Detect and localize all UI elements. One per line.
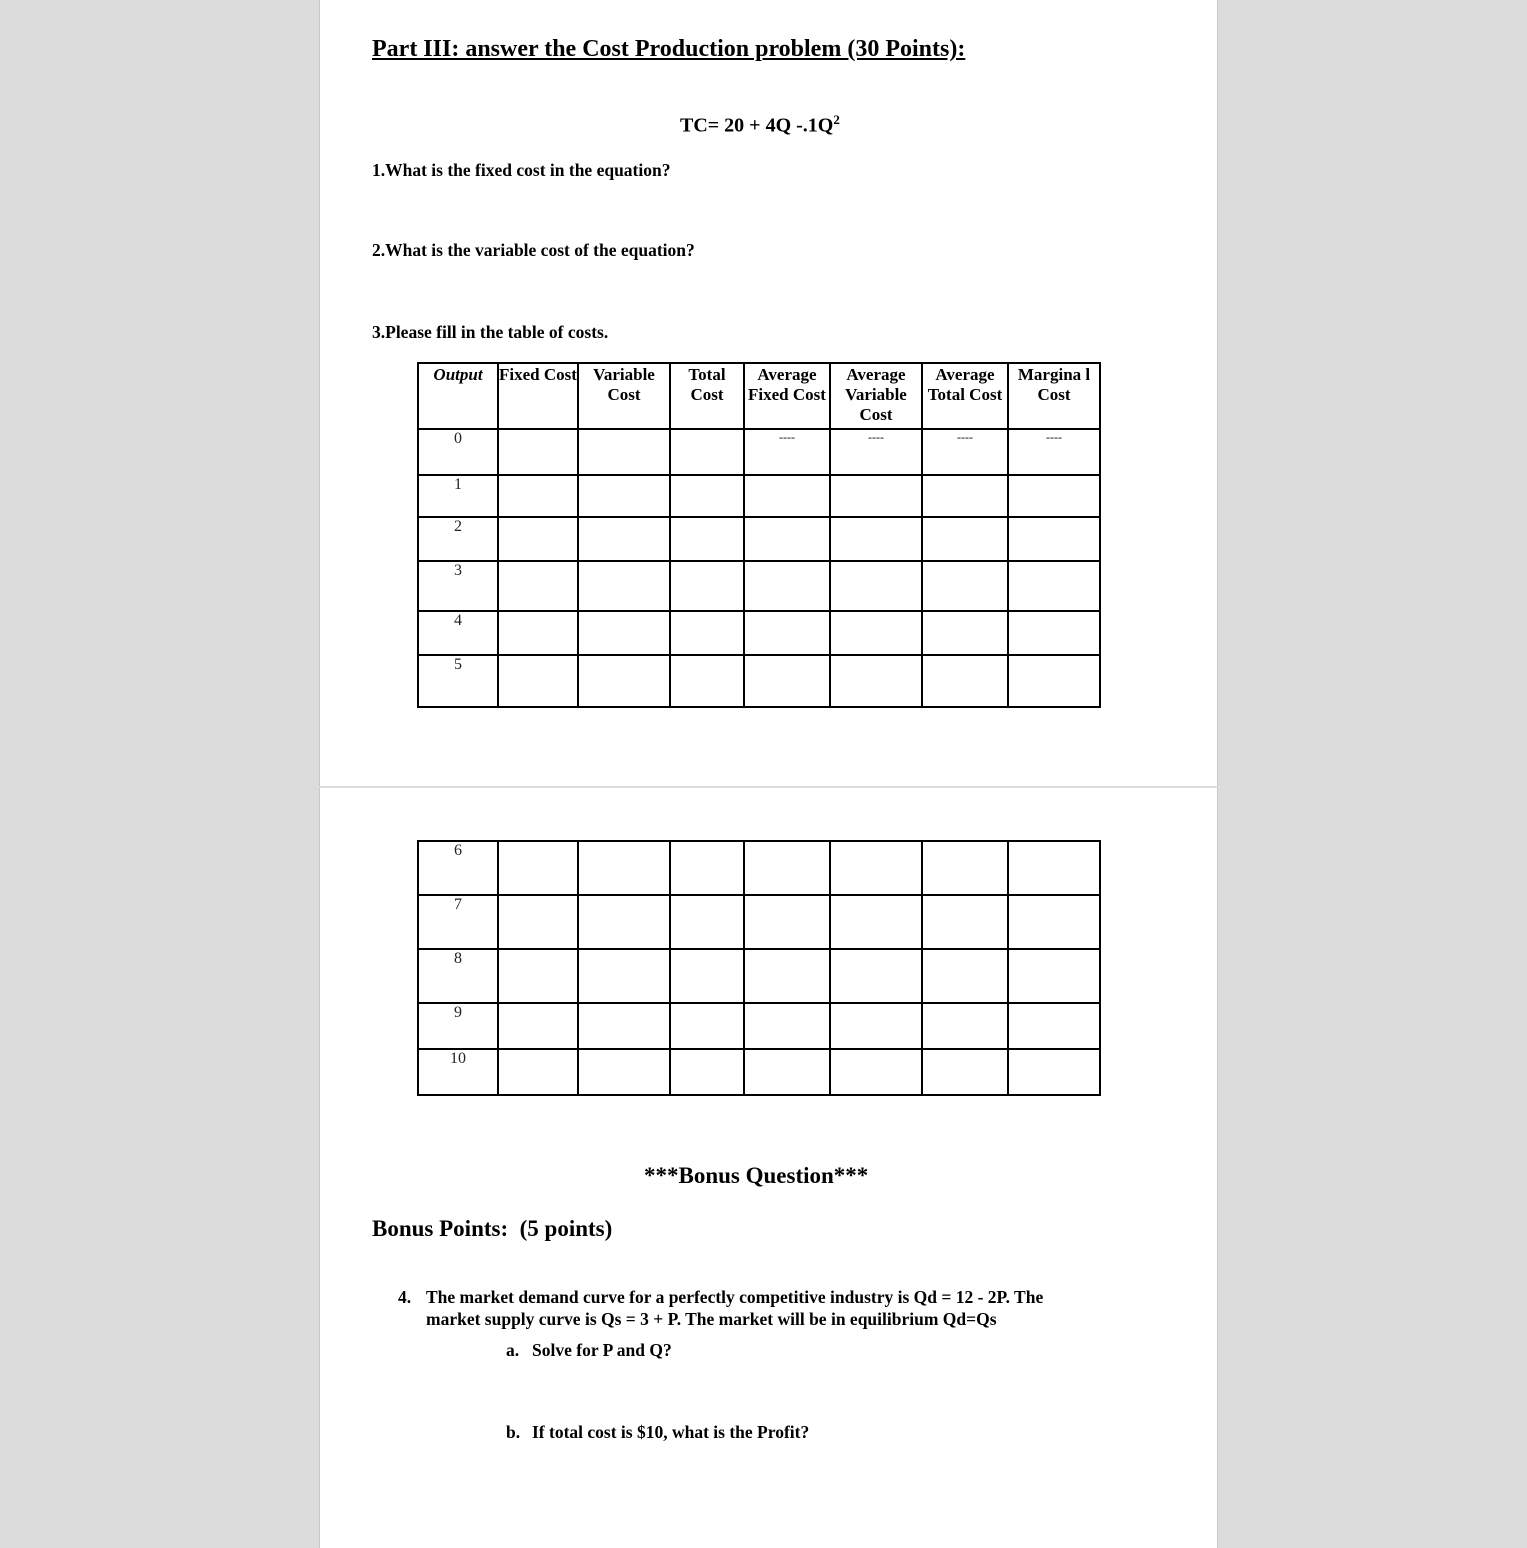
avg-variable-cost-cell[interactable] (830, 895, 922, 949)
marginal-cost-cell[interactable] (1008, 517, 1100, 561)
table-row (418, 1049, 1100, 1095)
variable-cost-cell[interactable] (578, 949, 670, 1003)
question-4b-label: b. (506, 1422, 521, 1442)
total-cost-cell[interactable] (670, 475, 744, 517)
variable-cost-cell[interactable] (578, 1049, 670, 1095)
cost-table-part2 (417, 840, 1101, 1096)
total-cost-cell[interactable] (670, 611, 744, 655)
total-cost-equation (680, 112, 840, 138)
variable-cost-cell[interactable] (578, 429, 670, 475)
output-cell: 3 (418, 561, 498, 611)
fixed-cost-cell[interactable] (498, 949, 578, 1003)
marginal-cost-cell: ---- (1008, 429, 1100, 475)
avg-variable-cost-cell[interactable] (830, 475, 922, 517)
avg-total-cost-cell[interactable] (922, 1049, 1008, 1095)
output-cell: 9 (418, 1003, 498, 1049)
question-4a (506, 1340, 672, 1361)
avg-variable-cost-cell[interactable] (830, 1049, 922, 1095)
fixed-cost-cell[interactable] (498, 1049, 578, 1095)
avg-total-cost-cell[interactable] (922, 895, 1008, 949)
question-3: 3.Please fill in the table of costs. (372, 322, 609, 342)
total-cost-cell[interactable] (670, 1049, 744, 1095)
avg-fixed-cost-cell[interactable] (744, 895, 830, 949)
bonus-points-line (372, 1216, 612, 1242)
avg-total-cost-cell[interactable] (922, 655, 1008, 707)
fixed-cost-cell[interactable] (498, 841, 578, 895)
marginal-cost-cell[interactable] (1008, 475, 1100, 517)
total-cost-cell[interactable] (670, 429, 744, 475)
marginal-cost-cell[interactable] (1008, 611, 1100, 655)
fixed-cost-cell[interactable] (498, 611, 578, 655)
variable-cost-cell[interactable] (578, 1003, 670, 1049)
total-cost-cell[interactable] (670, 561, 744, 611)
part3-title: Part III: answer the Cost Production problem (30 Points): (372, 36, 966, 62)
variable-cost-cell[interactable] (578, 841, 670, 895)
table-row (418, 949, 1100, 1003)
avg-variable-cost-cell[interactable] (830, 561, 922, 611)
marginal-cost-cell[interactable] (1008, 949, 1100, 1003)
question-2: 2.What is the variable cost of the equation? (372, 240, 695, 260)
fixed-cost-cell[interactable] (498, 475, 578, 517)
page-1 (319, 0, 1218, 786)
avg-fixed-cost-cell[interactable] (744, 655, 830, 707)
output-cell: 10 (418, 1049, 498, 1095)
avg-variable-cost-cell: ---- (830, 429, 922, 475)
table-row (418, 561, 1100, 611)
marginal-cost-cell[interactable] (1008, 895, 1100, 949)
avg-variable-cost-cell[interactable] (830, 655, 922, 707)
question-4b (506, 1422, 809, 1443)
header-output: Output (418, 363, 498, 429)
avg-fixed-cost-cell[interactable] (744, 949, 830, 1003)
variable-cost-cell[interactable] (578, 895, 670, 949)
fixed-cost-cell[interactable] (498, 517, 578, 561)
header-variable-cost: Variable Cost (578, 363, 670, 429)
table-row (418, 655, 1100, 707)
header-average-fixed-cost: Average Fixed Cost (744, 363, 830, 429)
header-average-total-cost: Average Total Cost (922, 363, 1008, 429)
variable-cost-cell[interactable] (578, 475, 670, 517)
marginal-cost-cell[interactable] (1008, 1003, 1100, 1049)
avg-variable-cost-cell[interactable] (830, 517, 922, 561)
output-cell: 0 (418, 429, 498, 475)
output-cell: 4 (418, 611, 498, 655)
total-cost-cell[interactable] (670, 517, 744, 561)
avg-fixed-cost-cell[interactable] (744, 611, 830, 655)
avg-fixed-cost-cell[interactable] (744, 517, 830, 561)
avg-variable-cost-cell[interactable] (830, 1003, 922, 1049)
header-average-variable-cost: Average Variable Cost (830, 363, 922, 429)
avg-total-cost-cell[interactable] (922, 611, 1008, 655)
avg-fixed-cost-cell[interactable] (744, 841, 830, 895)
total-cost-cell[interactable] (670, 841, 744, 895)
marginal-cost-cell[interactable] (1008, 655, 1100, 707)
fixed-cost-cell[interactable] (498, 561, 578, 611)
question-4-line-2: market supply curve is Qs = 3 + P. The market will be in equilibrium Qd=Qs (426, 1309, 997, 1329)
table-row (418, 611, 1100, 655)
table-row (418, 475, 1100, 517)
output-cell: 1 (418, 475, 498, 517)
table-header-row (418, 363, 1100, 429)
avg-variable-cost-cell[interactable] (830, 611, 922, 655)
avg-total-cost-cell[interactable] (922, 841, 1008, 895)
total-cost-cell[interactable] (670, 949, 744, 1003)
bonus-question-heading: ***Bonus Question*** (644, 1163, 869, 1188)
marginal-cost-cell[interactable] (1008, 1049, 1100, 1095)
question-4 (398, 1286, 1043, 1330)
output-cell: 6 (418, 841, 498, 895)
cost-table-part1 (417, 362, 1101, 708)
avg-fixed-cost-cell[interactable] (744, 1003, 830, 1049)
table-row (418, 1003, 1100, 1049)
variable-cost-cell[interactable] (578, 655, 670, 707)
avg-variable-cost-cell[interactable] (830, 949, 922, 1003)
table-row (418, 517, 1100, 561)
equation-main: TC= 20 + 4Q -.1Q (680, 114, 834, 137)
fixed-cost-cell[interactable] (498, 655, 578, 707)
total-cost-cell[interactable] (670, 655, 744, 707)
variable-cost-cell[interactable] (578, 611, 670, 655)
fixed-cost-cell[interactable] (498, 895, 578, 949)
question-4b-text: If total cost is $10, what is the Profit? (532, 1422, 810, 1442)
bonus-points-value: (5 points) (519, 1216, 613, 1241)
question-4a-text: Solve for P and Q? (532, 1340, 672, 1360)
total-cost-cell[interactable] (670, 1003, 744, 1049)
header-total-cost: Total Cost (670, 363, 744, 429)
variable-cost-cell[interactable] (578, 561, 670, 611)
total-cost-cell[interactable] (670, 895, 744, 949)
header-fixed-cost: Fixed Cost (498, 363, 578, 429)
avg-fixed-cost-cell[interactable] (744, 1049, 830, 1095)
output-cell: 7 (418, 895, 498, 949)
table-row (418, 429, 1100, 475)
avg-total-cost-cell[interactable] (922, 475, 1008, 517)
page-2 (319, 788, 1218, 1548)
table-row (418, 841, 1100, 895)
avg-total-cost-cell: ---- (922, 429, 1008, 475)
question-4-line-1: The market demand curve for a perfectly competitive industry is Qd = 12 - 2P. The (426, 1287, 1044, 1307)
avg-total-cost-cell[interactable] (922, 949, 1008, 1003)
output-cell: 8 (418, 949, 498, 1003)
table-row (418, 895, 1100, 949)
output-cell: 2 (418, 517, 498, 561)
fixed-cost-cell[interactable] (498, 429, 578, 475)
avg-fixed-cost-cell: ---- (744, 429, 830, 475)
avg-total-cost-cell[interactable] (922, 561, 1008, 611)
question-4-number: 4. (398, 1287, 412, 1307)
header-marginal-cost: Margina l Cost (1008, 363, 1100, 429)
avg-fixed-cost-cell[interactable] (744, 561, 830, 611)
equation-exponent: 2 (833, 112, 840, 127)
bonus-points-label: Bonus Points: (372, 1216, 509, 1241)
output-cell: 5 (418, 655, 498, 707)
avg-total-cost-cell[interactable] (922, 1003, 1008, 1049)
marginal-cost-cell[interactable] (1008, 561, 1100, 611)
variable-cost-cell[interactable] (578, 517, 670, 561)
marginal-cost-cell[interactable] (1008, 841, 1100, 895)
fixed-cost-cell[interactable] (498, 1003, 578, 1049)
question-1: 1.What is the fixed cost in the equation? (372, 160, 671, 180)
avg-total-cost-cell[interactable] (922, 517, 1008, 561)
avg-fixed-cost-cell[interactable] (744, 475, 830, 517)
question-4a-label: a. (506, 1340, 520, 1360)
avg-variable-cost-cell[interactable] (830, 841, 922, 895)
